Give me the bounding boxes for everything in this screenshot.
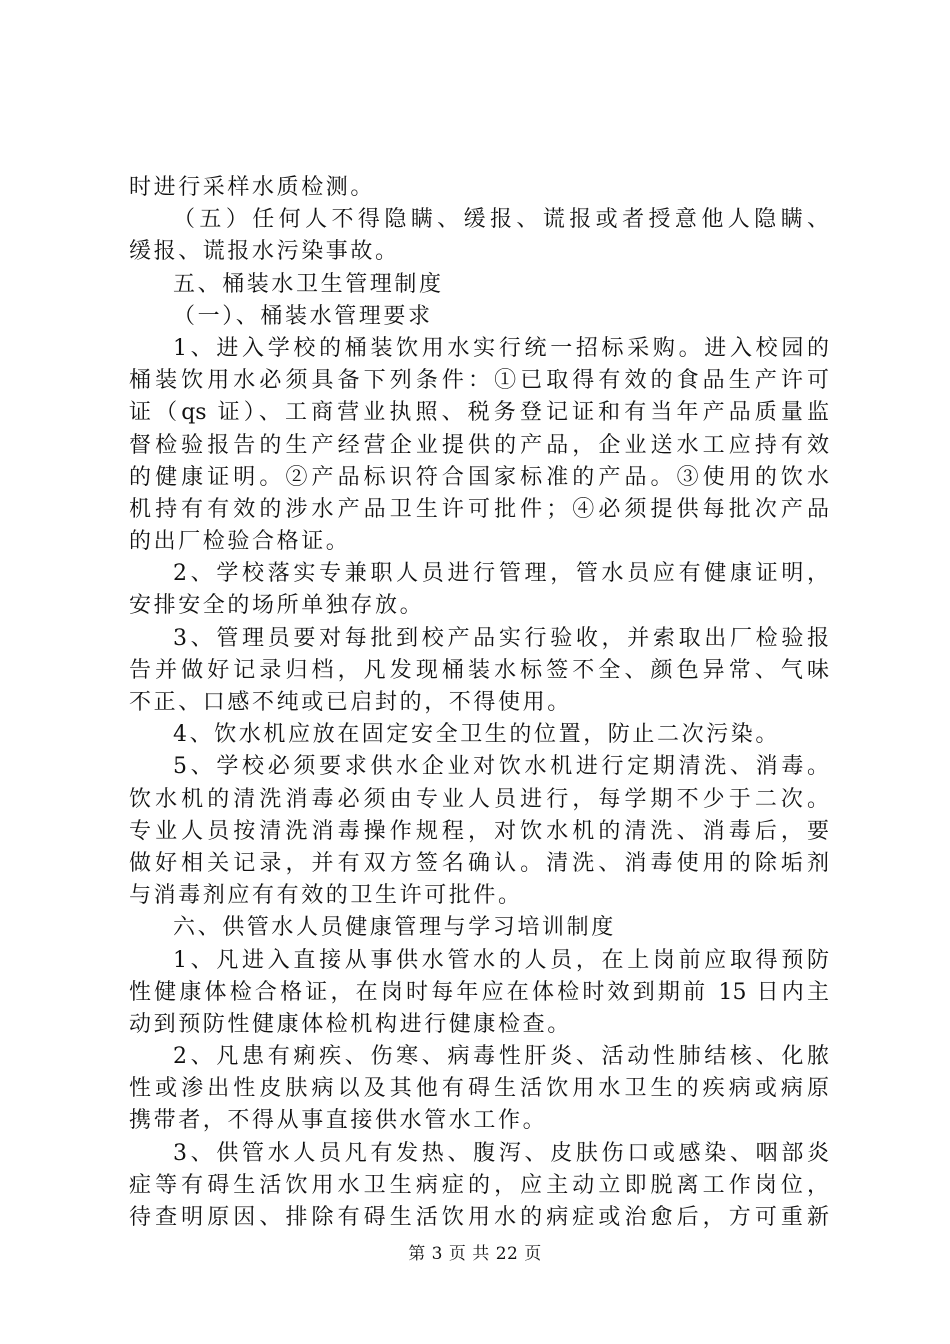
text-line: 告并做好记录归档，凡发现桶装水标签不全、颜色异常、气味 bbox=[129, 657, 829, 683]
text-line: 安排安全的场所单独存放。 bbox=[129, 593, 425, 619]
text-line: 机持有有效的涉水产品卫生许可批件；④必须提供每批次产品 bbox=[129, 496, 829, 522]
text-line: 做好相关记录，并有双方签名确认。清洗、消毒使用的除垢剂 bbox=[129, 850, 829, 876]
text-line: 症等有碍生活饮用水卫生病症的，应主动立即脱离工作岗位， bbox=[129, 1172, 829, 1198]
text-line: 待查明原因、排除有碍生活饮用水的病症或治愈后，方可重新 bbox=[129, 1205, 829, 1230]
text-line: 2、学校落实专兼职人员进行管理，管水员应有健康证明， bbox=[173, 561, 829, 587]
text-line: 督检验报告的生产经营企业提供的产品，企业送水工应持有效 bbox=[129, 432, 829, 458]
text-line: 携带者，不得从事直接供水管水工作。 bbox=[129, 1108, 548, 1134]
text-line: 性或渗出性皮肤病以及其他有碍生活饮用水卫生的疾病或病原 bbox=[129, 1076, 829, 1102]
text-line: 3、供管水人员凡有发热、腹泻、皮肤伤口或感染、咽部炎 bbox=[173, 1140, 829, 1166]
text-line: 不正、口感不纯或已启封的，不得使用。 bbox=[129, 690, 572, 715]
text-line: 的出厂检验合格证。 bbox=[129, 529, 351, 555]
text-line: 2、凡患有痢疾、伤寒、病毒性肝炎、活动性肺结核、化脓 bbox=[173, 1044, 829, 1070]
text-line: 专业人员按清洗消毒操作规程，对饮水机的清洗、消毒后，要 bbox=[129, 818, 829, 844]
document-body bbox=[129, 172, 829, 1234]
text-line: 3、管理员要对每批到校产品实行验收，并索取出厂检验报 bbox=[173, 625, 829, 651]
text-line: （五）任何人不得隐瞒、缓报、谎报或者授意他人隐瞒、 bbox=[173, 207, 829, 233]
text-line: 的健康证明。②产品标识符合国家标准的产品。③使用的饮水 bbox=[129, 464, 829, 490]
text-line: 1、凡进入直接从事供水管水的人员，在上岗前应取得预防 bbox=[173, 947, 829, 973]
text-line: 五、桶装水卫生管理制度 bbox=[173, 271, 444, 297]
text-line: 与消毒剂应有有效的卫生许可批件。 bbox=[129, 883, 523, 909]
text-line: 缓报、谎报水污染事故。 bbox=[129, 239, 400, 265]
text-line: （一）、桶装水管理要求 bbox=[173, 303, 433, 329]
text-line: 4、饮水机应放在固定安全卫生的位置，防止二次污染。 bbox=[173, 722, 780, 748]
text-line: 六、供管水人员健康管理与学习培训制度 bbox=[173, 915, 616, 941]
text-line: 证（qs 证）、工商营业执照、税务登记证和有当年产品质量监 bbox=[129, 400, 829, 426]
text-line: 时进行采样水质检测。 bbox=[129, 175, 376, 200]
text-line: 饮水机的清洗消毒必须由专业人员进行，每学期不少于二次。 bbox=[129, 786, 829, 812]
text-line: 性健康体检合格证，在岗时每年应在体检时效到期前 15 日内主 bbox=[129, 979, 829, 1005]
text-line: 动到预防性健康体检机构进行健康检查。 bbox=[129, 1011, 572, 1037]
text-line: 1、进入学校的桶装饮用水实行统一招标采购。进入校园的 bbox=[173, 335, 829, 361]
page-footer: 第 3 页 共 22 页 bbox=[408, 1244, 542, 1264]
text-line: 5、学校必须要求供水企业对饮水机进行定期清洗、消毒。 bbox=[173, 754, 829, 780]
text-line: 桶装饮用水必须具备下列条件：①已取得有效的食品生产许可 bbox=[129, 368, 829, 394]
